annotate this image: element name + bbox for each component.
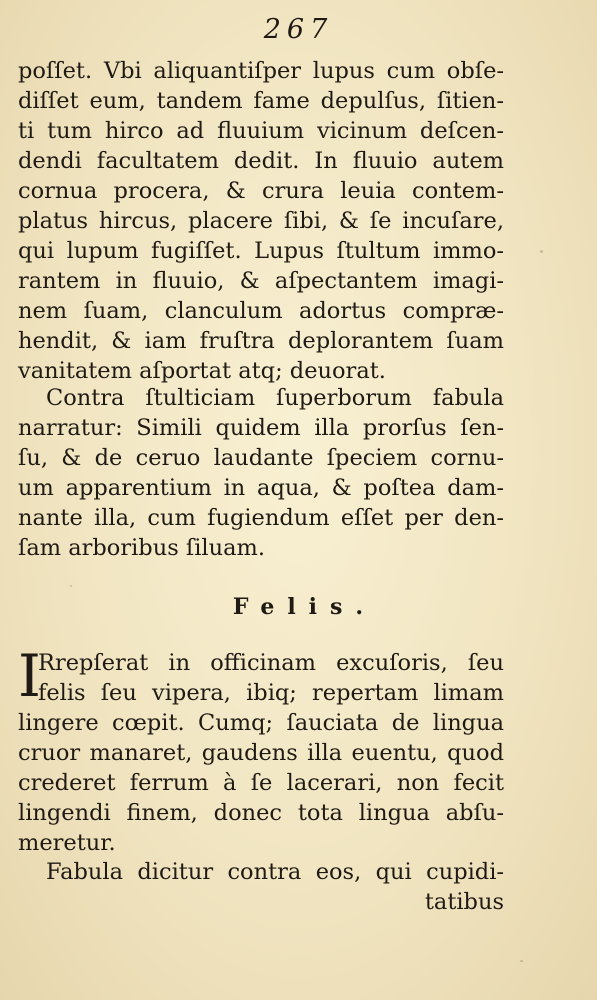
text-line: nante illa, cum fugiendum eſſet per den- [18, 505, 504, 531]
text-line: crederet ferrum à ſe lacerari, non fecit [18, 770, 504, 796]
paragraph-1 [18, 56, 504, 386]
text-line: lingendi finem, donec tota lingua abſu- [18, 800, 504, 826]
paragraph-4 [18, 857, 504, 917]
text-line: dendi facultatem dedit. In fluuio autem [18, 148, 504, 174]
text-line: ſu, & de ceruo laudante ſpeciem cornu- [18, 445, 504, 471]
text-line: vanitatem aſportat atq; deuorat. [18, 358, 386, 384]
drop-cap: I [18, 642, 41, 710]
paper-speck [520, 960, 523, 962]
paper-speck [70, 585, 72, 587]
paragraph-3 [18, 642, 504, 858]
text-line: meretur. [18, 830, 116, 856]
text-line: rantem in fluuio, & aſpectantem imagi- [18, 268, 504, 294]
catchword: tatibus [424, 889, 504, 915]
fable-heading: Felis. [232, 594, 377, 620]
text-line: cruor manaret, gaudens illa euentu, quod [18, 740, 504, 766]
text-line: Contra ſtulticiam ſuperborum fabula [46, 385, 504, 411]
paragraph-2 [18, 383, 504, 563]
text-line: um apparentium in aqua, & poſtea dam- [18, 475, 504, 501]
text-line: Fabula dicitur contra eos, qui cupidi- [46, 859, 504, 885]
text-line: Rrepſerat in officinam excuſoris, ſeu [38, 650, 504, 676]
text-line: cornua procera, & crura leuia contem- [18, 178, 504, 204]
text-line: narratur: Simili quidem illa prorſus ſen- [18, 415, 504, 441]
page-number: 267 [263, 14, 334, 45]
text-line: lingere cœpit. Cumq; ſauciata de lingua [18, 710, 504, 736]
text-line: qui lupum fugiſſet. Lupus ſtultum immo- [18, 238, 504, 264]
text-line: ſam arboribus ſiluam. [18, 535, 266, 561]
paper-speck [540, 250, 543, 253]
text-line: ti tum hirco ad fluuium vicinum deſcen- [18, 118, 504, 144]
text-line: hendit, & iam fruſtra deplorantem ſuam [18, 328, 504, 354]
text-line: nem ſuam, clanculum adortus compræ- [18, 298, 504, 324]
text-line: platus hircus, placere ſibi, & ſe incuſare, [18, 208, 504, 234]
text-line: diſſet eum, tandem fame depulſus, ſitien- [18, 88, 504, 114]
text-line: felis ſeu vipera, ibiq; repertam limam [38, 680, 504, 706]
text-line: poſſet. Vbi aliquantiſper lupus cum obſe- [18, 58, 504, 84]
